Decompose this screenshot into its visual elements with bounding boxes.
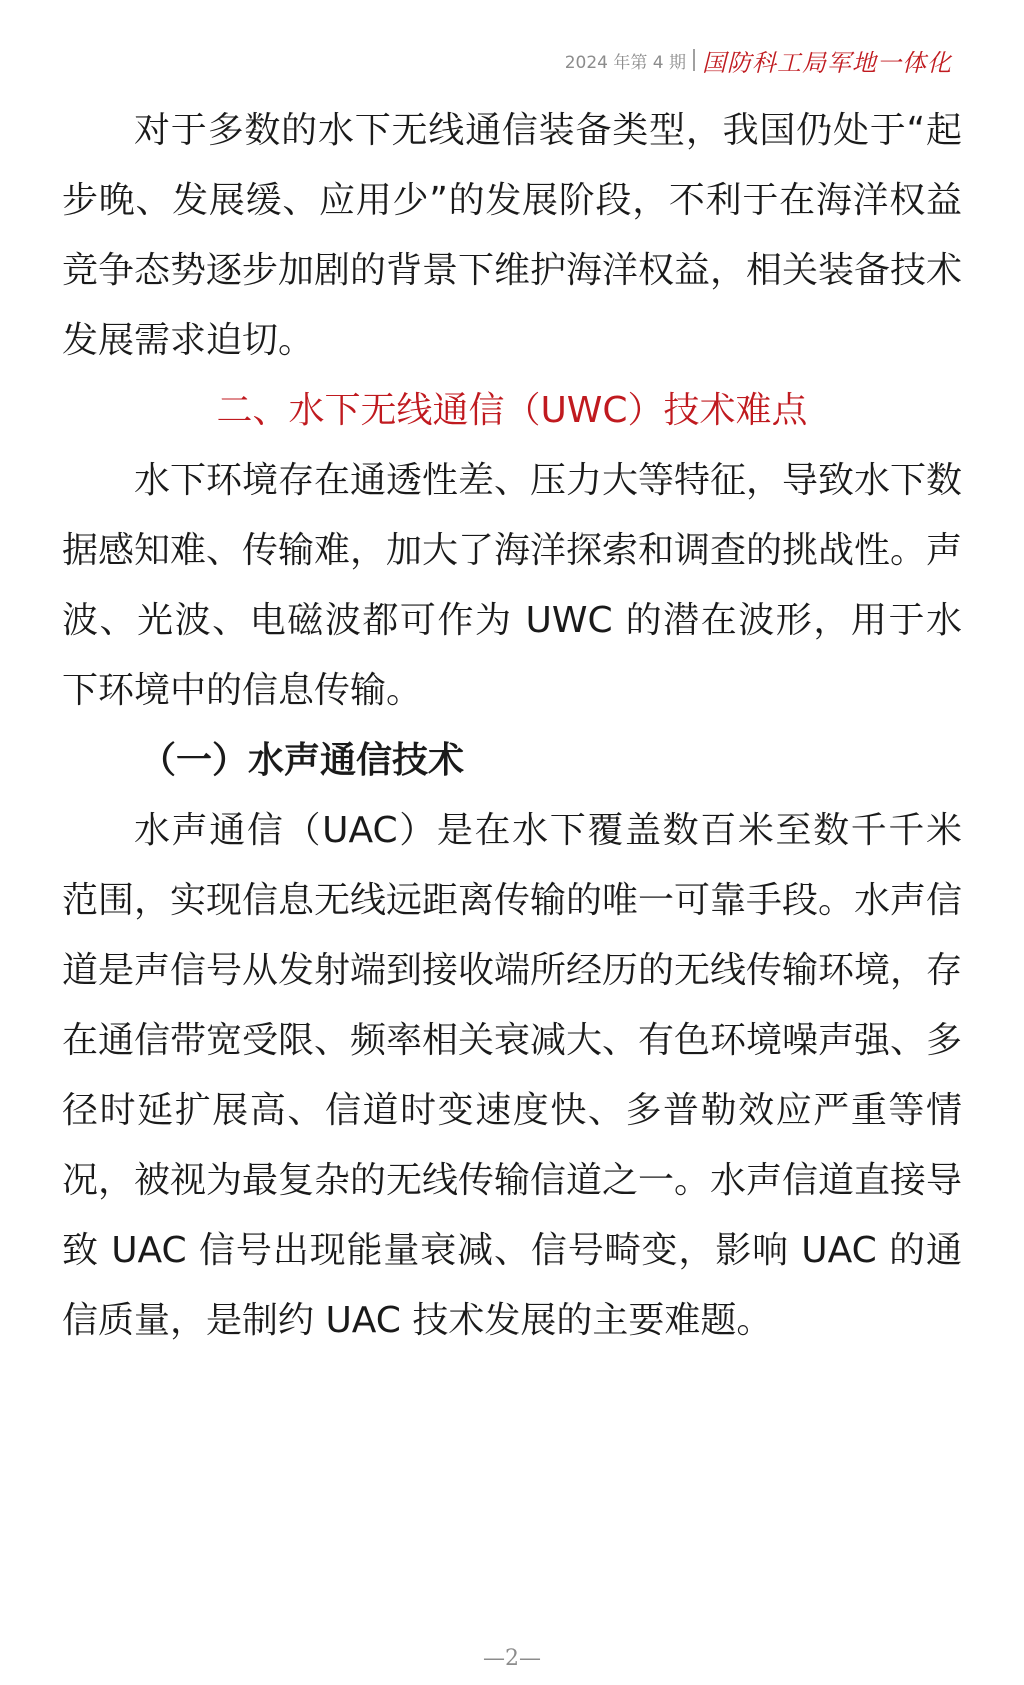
article-body <box>62 96 962 1356</box>
section-title: 二、水下无线通信（UWC）技术难点 <box>216 390 808 431</box>
masthead-logo: 国防科工局军地一体化 <box>702 48 952 77</box>
page-header <box>565 40 952 80</box>
paragraph-uac: 水声通信（UAC）是在水下覆盖数百米至数千千米范围，实现信息无线远距离传输的唯一可靠手段。水声信道是声信号从发射端到接收端所经历的无线传输环境，存在通信带宽受限、频率相关衰减大、有色环境噪声强、多径时延扩展高、信道时变速度快、多普勒效应严重等情况，被视为最复杂的无线传输信道之一。水声信道直接导致 UAC 信号出现能量衰减、信号畸变，影响 UAC 的通信质量，是制约 UAC 技术发展的主要难题。 <box>62 810 963 1341</box>
header-divider <box>693 49 695 71</box>
issue-label: 2024 年第 4 期 <box>564 52 686 73</box>
paragraph-environment: 水下环境存在通透性差、压力大等特征，导致水下数据感知难、传输难，加大了海洋探索和调查的挑战性。声波、光波、电磁波都可作为 UWC 的潜在波形，用于水下环境中的信息传输。 <box>62 460 963 711</box>
paragraph-intro: 对于多数的水下无线通信装备类型，我国仍处于“起步晚、发展缓、应用少”的发展阶段，不利于在海洋权益竞争态势逐步加剧的背景下维护海洋权益，相关装备技术发展需求迫切。 <box>62 110 963 361</box>
subsection-title: （一）水声通信技术 <box>140 740 465 781</box>
page-number: —2— <box>483 1646 541 1671</box>
